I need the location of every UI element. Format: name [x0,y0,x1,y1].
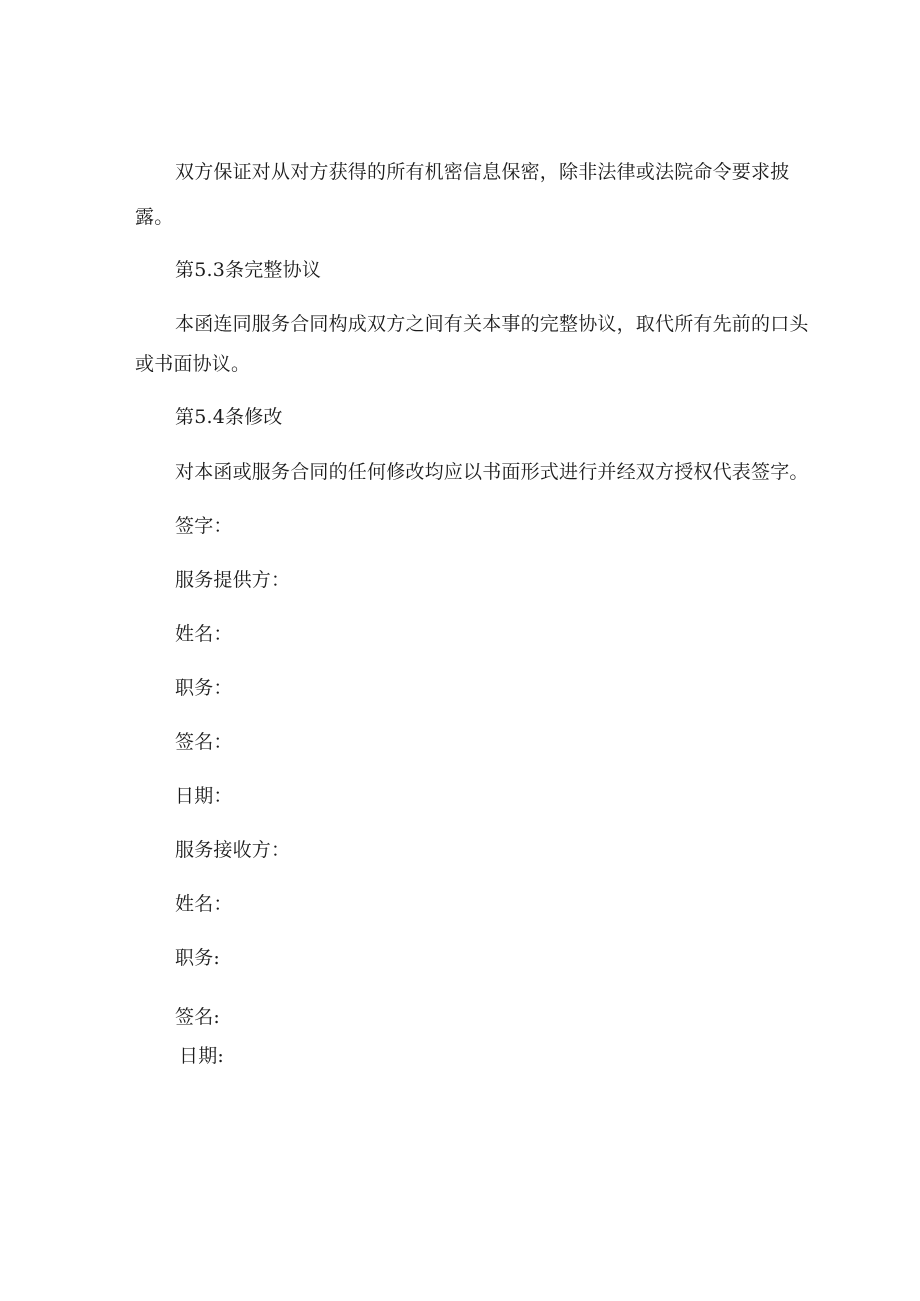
provider-date-field: 日期： [175,785,233,807]
section-5-3-text-line-1: 本函连同服务合同构成双方之间有关本事的完整协议，取代所有先前的口头 [175,313,809,335]
recipient-date-field: 日期: [179,1045,225,1067]
provider-position-field: 职务： [175,677,233,699]
provider-sign-field: 签名： [175,731,233,753]
provider-label: 服务提供方： [175,569,291,591]
recipient-position-field: 职务: [175,947,221,969]
confidentiality-text-line-1: 双方保证对从对方获得的所有机密信息保密，除非法律或法院命令要求披 [175,161,790,183]
section-5-3-text-line-2: 或书面协议。 [135,353,251,375]
section-5-4-text: 对本函或服务合同的任何修改均应以书面形式进行并经双方授权代表签字。 [175,461,809,483]
recipient-sign-field: 签名: [175,1006,221,1028]
signature-title: 签字： [175,515,233,537]
provider-name-field: 姓名： [175,623,233,645]
recipient-label: 服务接收方： [175,839,291,861]
confidentiality-text-line-2: 露。 [135,206,174,228]
section-5-4-heading: 第5.4条修改 [175,406,283,428]
recipient-name-field: 姓名： [175,893,233,915]
section-5-3-heading: 第5.3条完整协议 [175,259,322,281]
